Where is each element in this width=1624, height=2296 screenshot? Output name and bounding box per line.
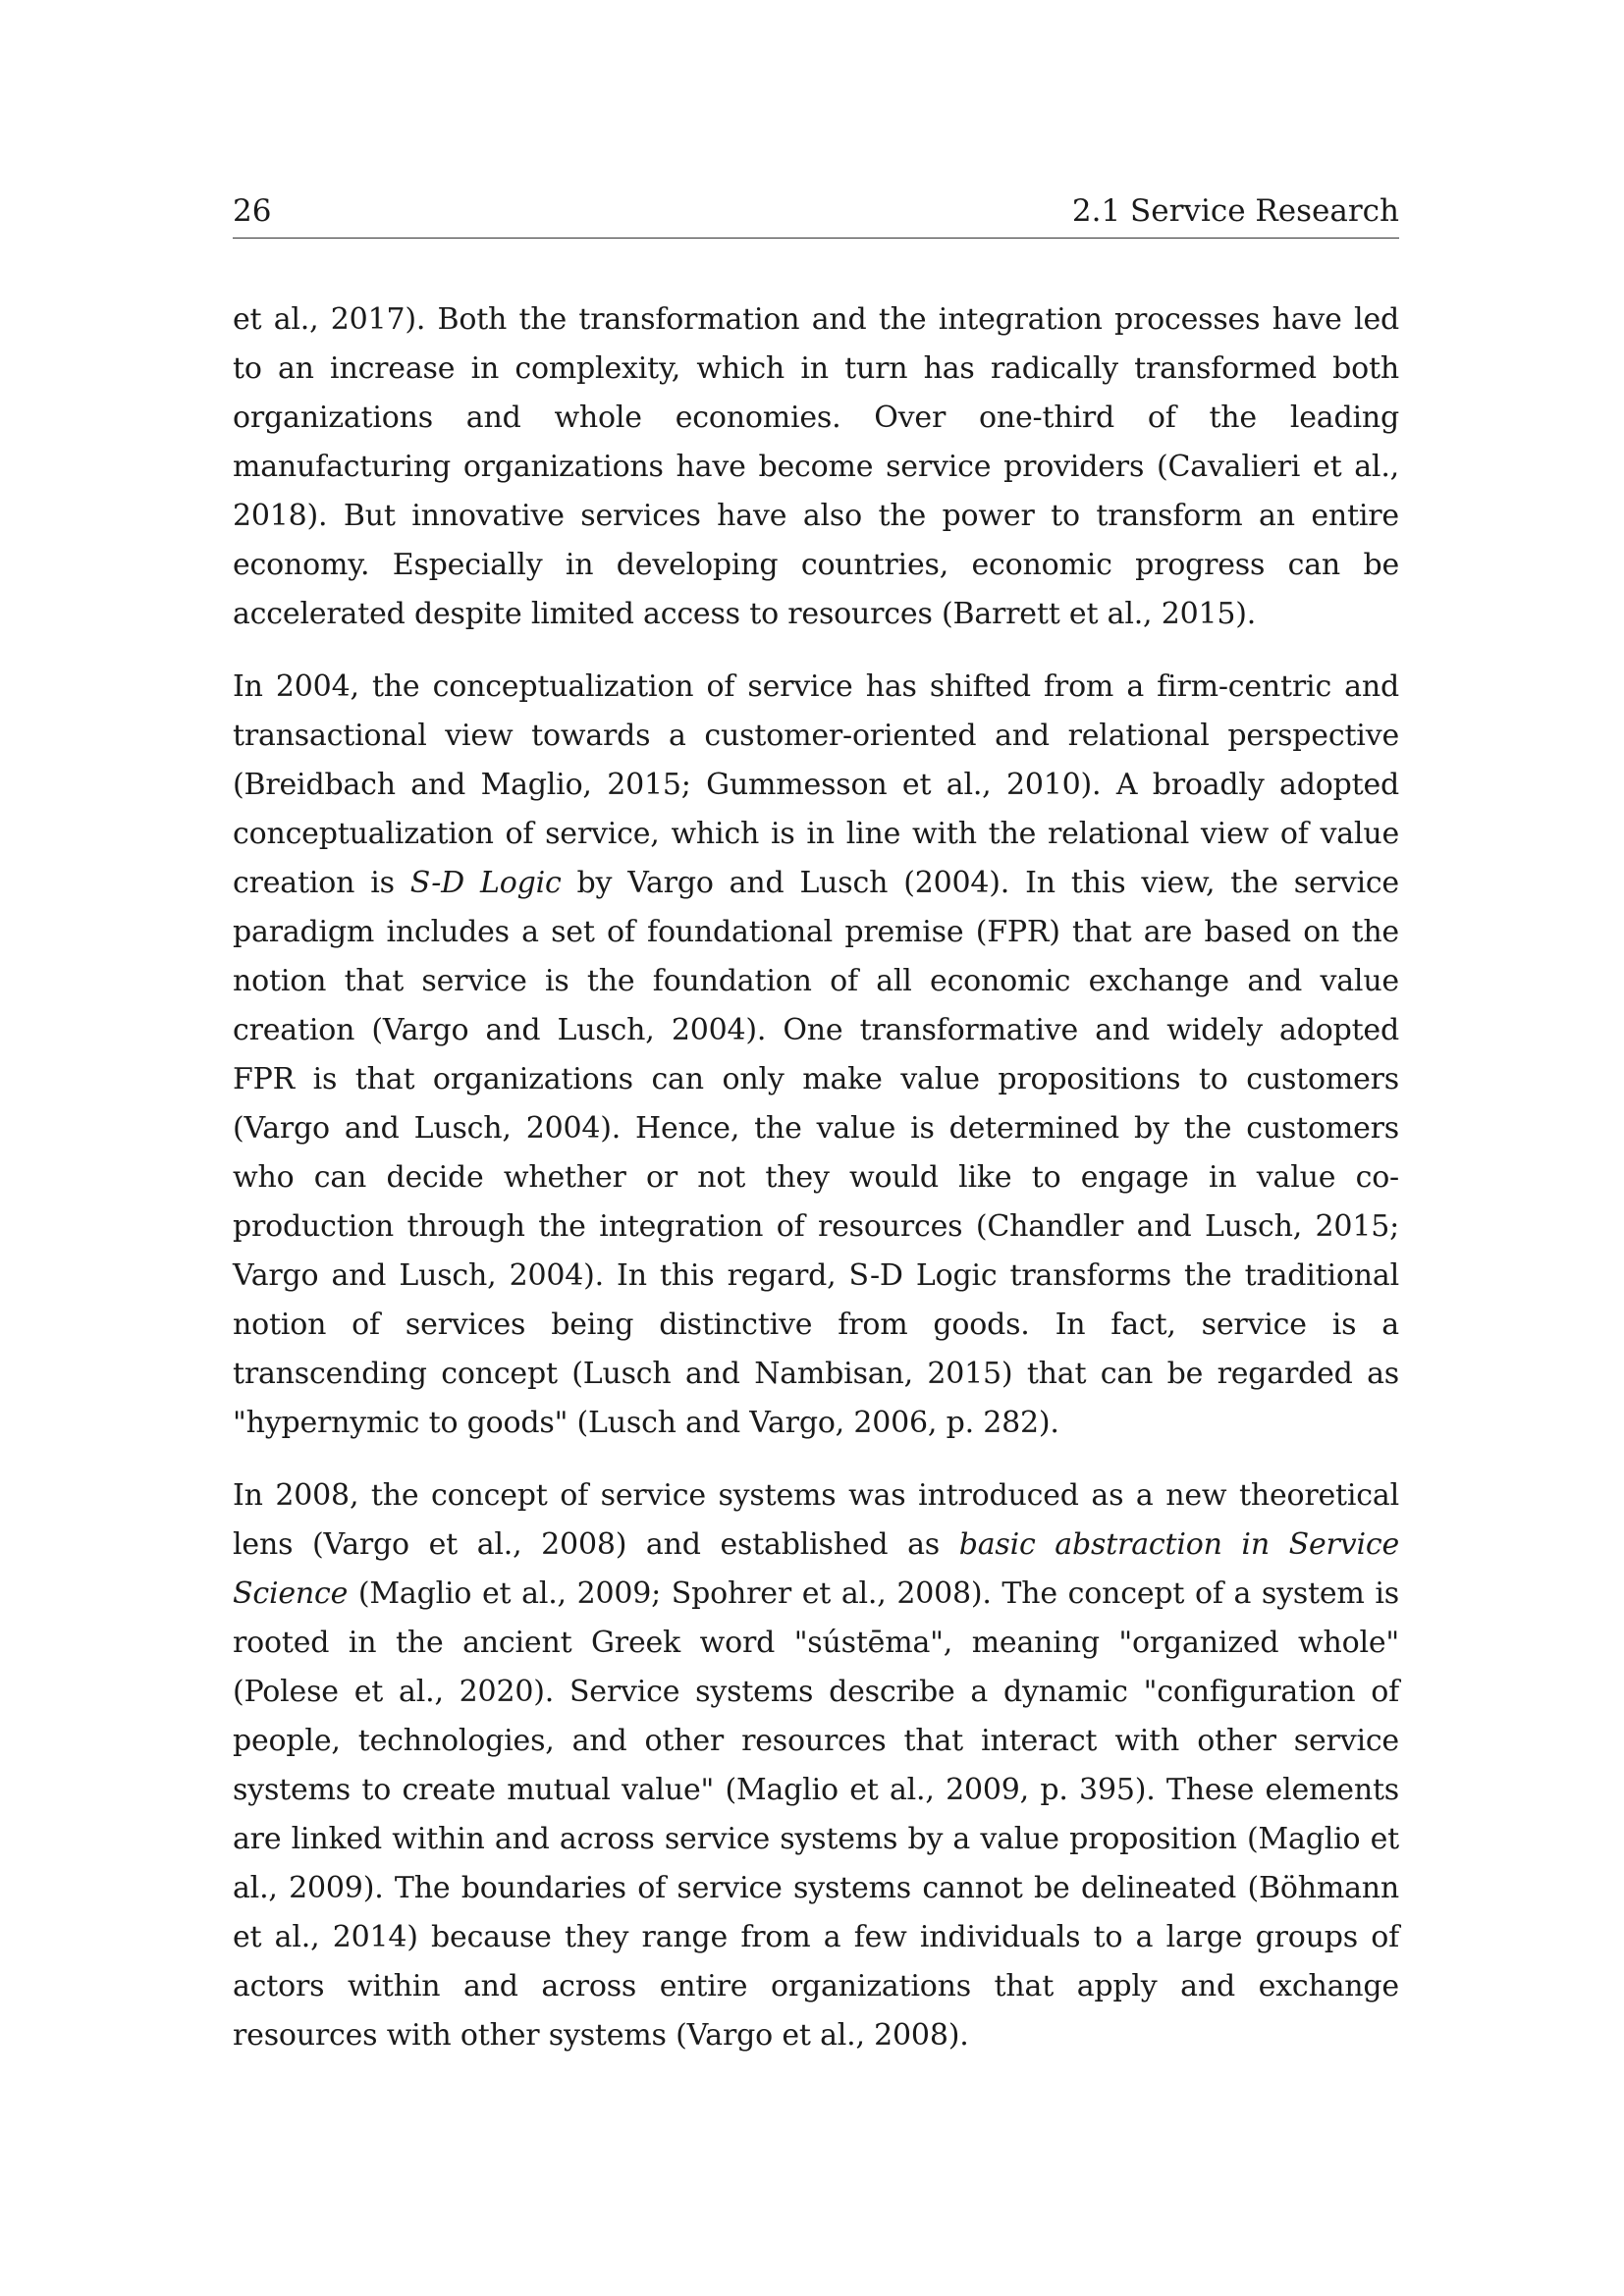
paragraph-2 xyxy=(233,663,1399,1448)
paragraph-2-text-start: In 2004, the conceptualization of service has shifted from a firm-centric and transactional view towards a customer-oriented and relational perspective (Breidbach and Maglio, 2015; Gummesson et al., 2010). A broadly adopted conceptualization of service, which is in line with the relational view of value creation is xyxy=(233,669,1399,900)
paragraph-2-text-end: by Vargo and Lusch (2004). In this view, the service paradigm includes a set of foundational premise (FPR) that are based on the notion that service is the foundation of all economic exchange and value creation (Vargo and Lusch, 2004). One transformative and widely adopted FPR is that organizations can only make value propositions to customers (Vargo and Lusch, 2004). Hence, the value is determined by the customers who can decide whether or not they would like to engage in value co-production through the integration of resources (Chandler and Lusch, 2015; Vargo and Lusch, 2004). In this regard, S-D Logic transforms the traditional notion of services being distinctive from goods. In fact, service is a transcending concept (Lusch and Nambisan, 2015) that can be regarded as "hypernymic to goods" (Lusch and Vargo, 2006, p. 282). xyxy=(233,866,1399,1440)
emphasis-sd-logic: S-D Logic xyxy=(409,866,562,900)
emphasis-basic-abstraction: basic abstraction in Service Science xyxy=(233,1527,1399,1611)
paragraph-3-text-start: In 2008, the concept of service systems was introduced as a new theoretical lens (Vargo et al., 2008) and established as xyxy=(233,1478,1399,1562)
section-title: 2.1 Service Research xyxy=(1071,193,1399,229)
running-header xyxy=(233,192,1399,239)
body-text xyxy=(233,295,1399,2084)
paragraph-3-text-end: (Maglio et al., 2009; Spohrer et al., 2008). The concept of a system is rooted in the ancient Greek word "sústēma", meaning "organized whole" (Polese et al., 2020). Service systems describe a dynamic "configuration of people, technologies, and other resources that interact with other service systems to create mutual value" (Maglio et al., 2009, p. 395). These elements are linked within and across service systems by a value proposition (Maglio et al., 2009). The boundaries of service systems cannot be delineated (Böhmann et al., 2014) because they range from a few individuals to a large groups of actors within and across entire organizations that apply and exchange resources with other systems (Vargo et al., 2008). xyxy=(233,1576,1399,2053)
paragraph-3 xyxy=(233,1471,1399,2060)
page-number: 26 xyxy=(233,193,272,229)
paragraph-1: et al., 2017). Both the transformation and the integration processes have led to an increase in complexity, which in turn has radically transformed both organizations and whole economies. Over one-third of the leading manufacturing organizations have become service providers (Cavalieri et al., 2018). But innovative services have also the power to transform an entire economy. Especially in developing countries, economic progress can be accelerated despite limited access to resources (Barrett et al., 2015). xyxy=(233,302,1399,631)
